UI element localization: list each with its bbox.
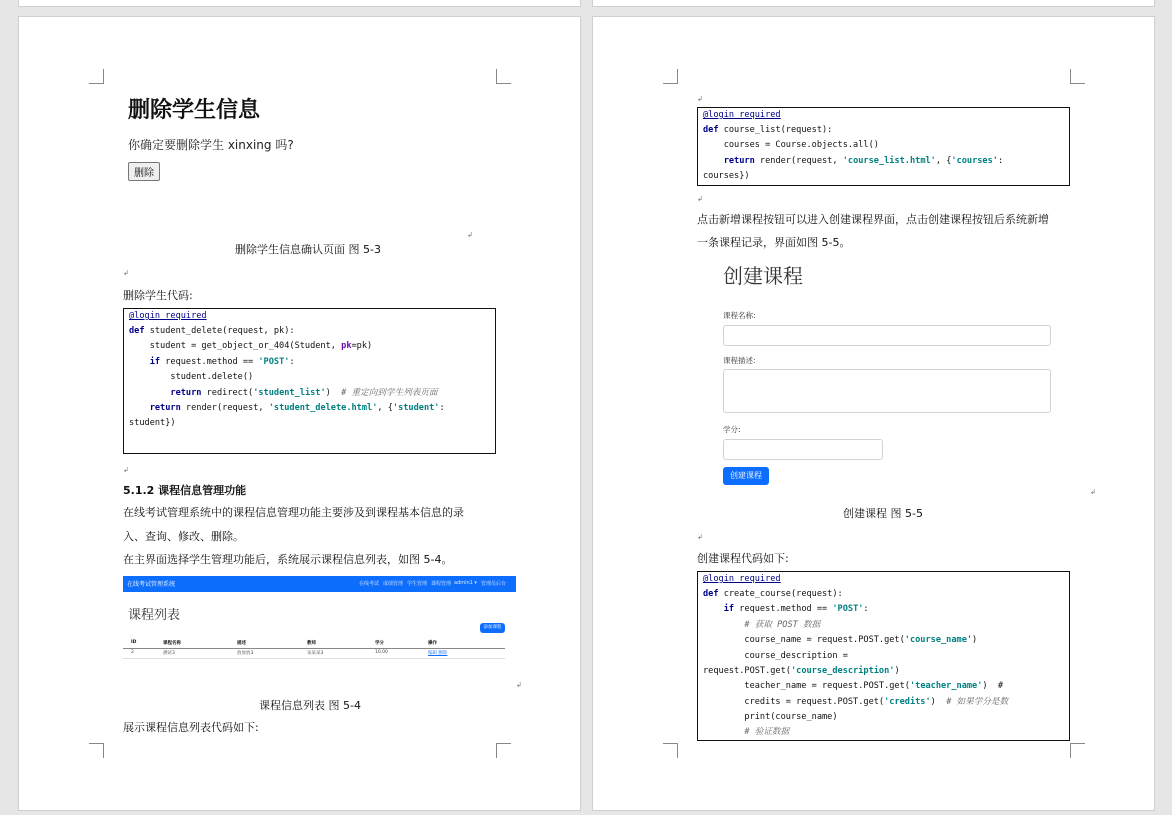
course-list-screenshot <box>123 576 516 661</box>
paragraph-mark: ↲ <box>123 269 129 277</box>
cell-desc: 放放放3 <box>237 651 254 656</box>
code-line: course_description = <box>703 651 848 661</box>
course-description-label: 课程描述: <box>723 356 756 365</box>
code-line: # 获取 POST 数据 <box>703 620 821 630</box>
document-page-right <box>592 16 1155 811</box>
document-page-left <box>18 16 581 811</box>
margin-corner-bottom-right <box>1070 743 1085 758</box>
create-course-button[interactable]: 创建课程 <box>723 467 769 485</box>
code-line: courses}) <box>703 171 750 181</box>
course-description-textarea[interactable] <box>723 369 1051 413</box>
paragraph-mark: ↲ <box>123 466 129 474</box>
code-line: def course_list(request): <box>703 125 833 135</box>
cell-credits: 10.00 <box>375 650 388 655</box>
paragraph-text: 在线考试管理系统中的课程信息管理功能主要涉及到课程基本信息的录 <box>123 506 464 519</box>
margin-corner-bottom-left <box>89 743 104 758</box>
previous-page-left-edge <box>18 0 581 7</box>
paragraph-text: 展示课程信息列表代码如下: <box>123 721 259 734</box>
nav-link-admin[interactable]: 管理员后台 <box>481 581 507 587</box>
margin-corner-top-left <box>89 69 104 84</box>
code-block-course-list <box>697 107 1070 186</box>
credits-label: 学分: <box>723 425 741 434</box>
figure-caption-5-3: 删除学生信息确认页面 图 5-3 <box>235 243 381 256</box>
section-heading-5-1-2: 5.1.2 课程信息管理功能 <box>123 484 247 497</box>
column-header-id: ID <box>131 640 137 645</box>
course-name-input[interactable] <box>723 325 1051 346</box>
code-line: def create_course(request): <box>703 589 843 599</box>
margin-corner-top-right <box>1070 69 1085 84</box>
code-line: @login_required <box>703 110 781 120</box>
column-header-credits: 学分 <box>375 641 384 646</box>
code-intro-text: 创建课程代码如下: <box>697 552 789 565</box>
paragraph-mark: ↲ <box>516 681 522 689</box>
code-line: request.POST.get('course_description') <box>703 666 900 676</box>
column-header-name: 课程名称 <box>163 641 181 646</box>
paragraph-mark: ↲ <box>697 533 703 541</box>
column-header-desc: 描述 <box>237 641 246 646</box>
code-line: return render(request, 'student_delete.html', {'student': <box>149 403 445 413</box>
margin-corner-bottom-right <box>496 743 511 758</box>
code-line: @login_required <box>703 574 781 584</box>
navbar-brand[interactable]: 在线考试管理系统 <box>127 581 176 588</box>
code-line: if request.method == 'POST': <box>149 357 295 367</box>
nav-user-dropdown[interactable]: admin1 ▾ <box>454 580 477 586</box>
code-line: # 验证数据 <box>703 727 790 737</box>
code-line: def student_delete(request, pk): <box>129 326 295 336</box>
code-line: credits = request.POST.get('credits') # 如果学分是数 <box>703 697 1009 707</box>
code-line: course_name = request.POST.get('course_name') <box>703 635 978 645</box>
paragraph-mark: ↲ <box>697 195 703 203</box>
delete-confirm-question: 你确定要删除学生 xinxing 吗? <box>128 138 294 152</box>
course-name-label: 课程名称: <box>723 311 756 320</box>
code-line: student = get_object_or_404(Student, pk=pk) <box>129 341 373 351</box>
margin-corner-top-left <box>663 69 678 84</box>
table-row <box>123 650 505 659</box>
figure-caption-5-5: 创建课程 图 5-5 <box>843 507 923 520</box>
nav-link-grades[interactable]: 成绩管理 <box>383 581 404 587</box>
cell-actions[interactable]: 编辑 删除 <box>428 651 448 656</box>
code-line: print(course_name) <box>703 712 838 722</box>
margin-corner-top-right <box>496 69 511 84</box>
nav-link-students[interactable]: 学生管理 <box>407 581 428 587</box>
nav-link-courses[interactable]: 课程管理 <box>431 581 452 587</box>
column-header-teacher: 教师 <box>307 641 316 646</box>
create-course-title: 创建课程 <box>723 264 803 288</box>
paragraph-text: 一条课程记录，界面如图 5-5。 <box>697 236 851 249</box>
cell-name: 测试3 <box>163 651 175 656</box>
add-course-button[interactable]: 添加课程 <box>480 623 505 633</box>
code-block-create-course <box>697 571 1070 741</box>
figure-caption-5-4: 课程信息列表 图 5-4 <box>259 699 361 712</box>
cell-teacher: 呆呆呆3 <box>307 651 324 656</box>
course-table-header <box>123 640 505 649</box>
credits-input[interactable] <box>723 439 883 460</box>
paragraph-mark: ↲ <box>467 231 473 239</box>
delete-button[interactable]: 删除 <box>128 162 160 181</box>
code-line: student.delete() <box>129 372 254 382</box>
code-line: return render(request, 'course_list.html', {'courses': <box>723 156 1004 166</box>
course-list-title: 课程列表 <box>128 608 181 623</box>
paragraph-text: 在主界面选择学生管理功能后，系统展示课程信息列表，如图 5-4。 <box>123 553 453 566</box>
cell-id: 2 <box>131 650 134 655</box>
code-line: student}) <box>129 418 176 428</box>
code-intro-text: 删除学生代码: <box>123 289 193 302</box>
paragraph-text: 点击新增课程按钮可以进入创建课程界面，点击创建课程按钮后系统新增 <box>697 213 1049 226</box>
delete-page-heading: 删除学生信息 <box>128 98 261 123</box>
margin-corner-bottom-left <box>663 743 678 758</box>
code-line: return redirect('student_list') # 重定向到学生列表页面 <box>170 388 438 398</box>
previous-page-right-edge <box>592 0 1155 7</box>
code-line: if request.method == 'POST': <box>723 604 869 614</box>
paragraph-text: 入、查询、修改、删除。 <box>123 530 244 543</box>
code-line: @login_required <box>129 311 207 321</box>
code-line: courses = Course.objects.all() <box>703 140 879 150</box>
paragraph-mark: ↲ <box>1090 488 1096 496</box>
paragraph-mark: ↲ <box>697 95 703 103</box>
nav-link-online-exam[interactable]: 在线考试 <box>359 581 380 587</box>
column-header-actions: 操作 <box>428 641 437 646</box>
code-block-student-delete <box>123 308 496 454</box>
code-line: teacher_name = request.POST.get('teacher_name') # <box>703 681 1004 691</box>
top-navbar <box>123 576 516 592</box>
